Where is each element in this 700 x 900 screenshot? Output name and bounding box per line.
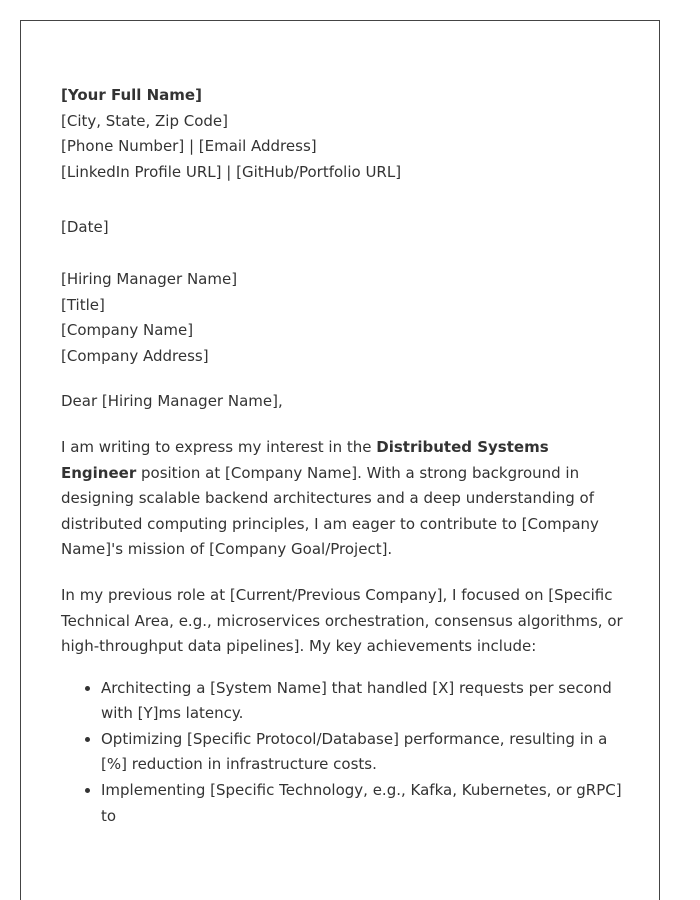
intro-lead: I am writing to express my interest in the bbox=[61, 437, 377, 456]
letter-page bbox=[20, 20, 660, 900]
achievements-list bbox=[61, 676, 627, 830]
letter-date: [Date] bbox=[61, 218, 109, 237]
experience-paragraph: In my previous role at [Current/Previous Company], I focused on [Specific Technical Area, e.g., microservices orchestration, consensus algorithms, or high-throughput data pipelines]. My key achievements include: bbox=[61, 585, 623, 656]
sender-name: [Your Full Name] bbox=[61, 86, 202, 104]
recipient-address: [Company Address] bbox=[61, 346, 209, 365]
salutation bbox=[61, 389, 627, 415]
recipient-company: [Company Name] bbox=[61, 321, 194, 340]
salutation-text: Dear [Hiring Manager Name], bbox=[61, 392, 283, 411]
list-item: • Architecting a [System Name] that handled [X] requests per second with [Y]ms latency. bbox=[101, 676, 627, 727]
intro-role: Distributed Systems Engineer bbox=[61, 437, 549, 482]
sender-block bbox=[61, 83, 627, 185]
recipient-title: [Title] bbox=[61, 295, 105, 314]
date-block bbox=[61, 215, 627, 241]
recipient-block bbox=[61, 267, 627, 369]
intro-paragraph bbox=[61, 435, 627, 563]
sender-contact: [Phone Number] | [Email Address] bbox=[61, 137, 317, 156]
letter-body bbox=[61, 83, 627, 829]
list-item: • Optimizing [Specific Protocol/Database] performance, resulting in a [%] reduction in infrastructure costs. bbox=[101, 727, 627, 778]
intro-rest: position at [Company Name]. With a strong background in designing scalable backend architectures and a deep understanding of distributed computing principles, I am eager to contribute to [Company Name]'s mission of [Company Goal/Project]. bbox=[61, 463, 599, 559]
sender-location: [City, State, Zip Code] bbox=[61, 111, 229, 130]
list-item: • Implementing [Specific Technology, e.g., Kafka, Kubernetes, or gRPC] to bbox=[101, 778, 627, 829]
recipient-name: [Hiring Manager Name] bbox=[61, 269, 238, 288]
sender-links: [LinkedIn Profile URL] | [GitHub/Portfolio URL] bbox=[61, 162, 402, 181]
